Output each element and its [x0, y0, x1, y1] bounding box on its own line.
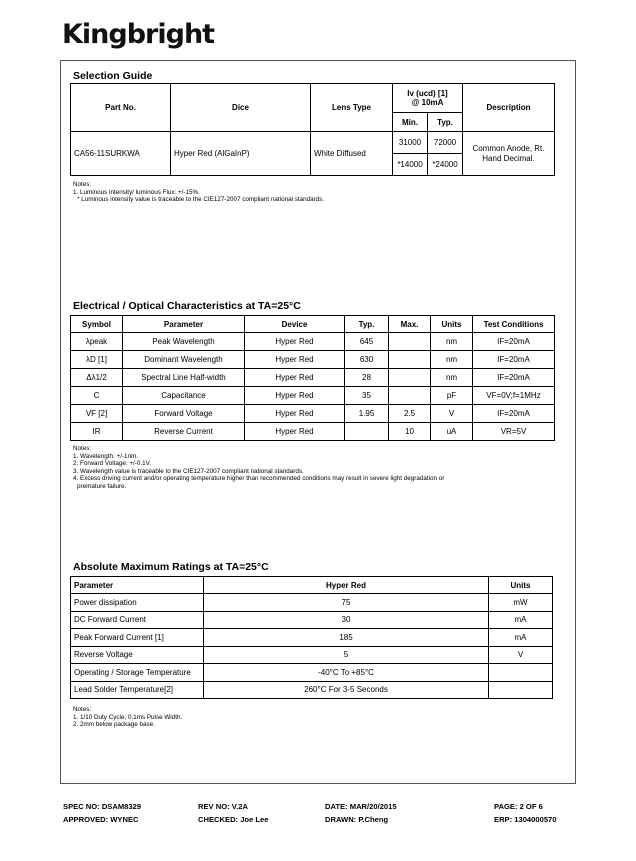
cell-units: mW: [489, 594, 553, 612]
cell-symbol: VF [2]: [71, 405, 123, 423]
cell-units: [489, 664, 553, 682]
note-line: 3. Wavelength value is traceable to the CIE127-2007 compliant national standards.: [73, 467, 304, 475]
cell-symbol: IR: [71, 423, 123, 441]
brand-logo: Kingbright: [62, 19, 215, 50]
note-line: 4. Excess driving current and/or operating temperature higher than recommended conditions may result in severe light degradation or: [73, 475, 445, 483]
checked-by: CHECKED: Joe Lee: [198, 815, 269, 824]
electrical-notes: [73, 445, 444, 491]
cell-max: 10: [389, 423, 431, 441]
selection-guide-notes: [73, 181, 324, 204]
cell-symbol: λD [1]: [71, 351, 123, 369]
cell-device: Hyper Red: [245, 333, 345, 351]
header-iv: [393, 84, 463, 113]
approved-by: APPROVED: WYNEC: [63, 815, 139, 824]
absolute-table: [70, 576, 553, 699]
cell-max: [389, 387, 431, 405]
cell-description-line1: Common Anode, Rt.: [472, 143, 545, 153]
cell-parameter: Peak Wavelength: [123, 333, 245, 351]
cell-units: pF: [431, 387, 473, 405]
cell-typ: 645: [345, 333, 389, 351]
selection-guide-table: [70, 83, 555, 176]
header-parameter: Parameter: [123, 316, 245, 333]
cell-units: [489, 681, 553, 699]
cell-max: 2.5: [389, 405, 431, 423]
cell-device: Hyper Red: [245, 405, 345, 423]
cell-parameter: Operating / Storage Temperature: [71, 664, 204, 682]
cell-device: Hyper Red: [245, 387, 345, 405]
cell-typ-2: *24000: [428, 154, 463, 176]
note-line: 1. Wavelength: +/-1nm.: [73, 452, 139, 460]
header-iv-line2: @ 10mA: [411, 98, 444, 107]
cell-parameter: Dominant Wavelength: [123, 351, 245, 369]
cell-device: Hyper Red: [245, 351, 345, 369]
header-dice: Dice: [171, 84, 311, 132]
header-min: Min.: [393, 113, 428, 132]
table-row: [71, 646, 553, 664]
cell-typ: [345, 423, 389, 441]
cell-max: [389, 369, 431, 387]
note-line: Notes:: [73, 181, 92, 188]
cell-max: [389, 333, 431, 351]
cell-test: IF=20mA: [473, 351, 555, 369]
header-lens-type: Lens Type: [311, 84, 393, 132]
cell-value: 260°C For 3-5 Seconds: [204, 681, 489, 699]
note-line: * Luminous intensity value is traceable to the CIE127-2007 compliant national standards.: [77, 196, 325, 204]
cell-units: mA: [489, 611, 553, 629]
header-description: Description: [463, 84, 555, 132]
cell-units: uA: [431, 423, 473, 441]
spec-no: SPEC NO: DSAM8329: [63, 802, 142, 811]
table-row: [71, 611, 553, 629]
cell-typ: 630: [345, 351, 389, 369]
cell-device: Hyper Red: [245, 423, 345, 441]
cell-parameter: Peak Forward Current [1]: [71, 629, 204, 647]
cell-max: [389, 351, 431, 369]
cell-parameter: Power dissipation: [71, 594, 204, 612]
cell-parameter: Capacitance: [123, 387, 245, 405]
cell-parameter: Spectral Line Half-width: [123, 369, 245, 387]
cell-symbol: λpeak: [71, 333, 123, 351]
absolute-title: Absolute Maximum Ratings at TA=25°C: [73, 561, 269, 573]
erp-no: ERP: 1304000570: [494, 815, 557, 824]
header-units: Units: [431, 316, 473, 333]
table-row: [71, 387, 555, 405]
cell-parameter: Reverse Current: [123, 423, 245, 441]
cell-typ: 1.95: [345, 405, 389, 423]
cell-units: mA: [489, 629, 553, 647]
note-line: Notes:: [73, 706, 92, 713]
header-symbol: Symbol: [71, 316, 123, 333]
cell-parameter: Forward Voltage: [123, 405, 245, 423]
header-hyper-red: Hyper Red: [204, 577, 489, 594]
note-line: Notes:: [73, 445, 92, 452]
cell-description-line2: Hand Decimal.: [482, 153, 535, 163]
cell-typ-1: 72000: [428, 132, 463, 154]
header-typ: Typ.: [345, 316, 389, 333]
cell-min-1: 31000: [393, 132, 428, 154]
cell-symbol: Δλ1/2: [71, 369, 123, 387]
header-typ: Typ.: [428, 113, 463, 132]
cell-lens-type: White Diffused: [311, 132, 393, 176]
drawn-by: DRAWN: P.Cheng: [325, 815, 389, 824]
note-line: premature failure.: [77, 482, 127, 490]
cell-description: [463, 132, 555, 176]
cell-test: IF=20mA: [473, 405, 555, 423]
cell-value: -40°C To +85°C: [204, 664, 489, 682]
document-footer: [63, 802, 573, 828]
cell-device: Hyper Red: [245, 369, 345, 387]
rev-no: REV NO: V.2A: [198, 802, 248, 811]
cell-units: V: [489, 646, 553, 664]
note-line: 2. 2mm below package base.: [73, 721, 155, 729]
header-max: Max.: [389, 316, 431, 333]
table-row: [71, 664, 553, 682]
electrical-title: Electrical / Optical Characteristics at TA=25°C: [73, 300, 301, 312]
header-parameter: Parameter: [71, 577, 204, 594]
date: DATE: MAR/20/2015: [325, 802, 397, 811]
table-row: [71, 423, 555, 441]
absolute-notes: [73, 706, 182, 729]
cell-min-2: *14000: [393, 154, 428, 176]
note-line: 1. Luminous intensity/ luminous Flux: +/-15%.: [73, 188, 200, 196]
cell-dice: Hyper Red (AlGaInP): [171, 132, 311, 176]
table-row: [71, 405, 555, 423]
cell-test: IF=20mA: [473, 333, 555, 351]
cell-units: nm: [431, 351, 473, 369]
cell-parameter: Lead Solder Temperature[2]: [71, 681, 204, 699]
page-number: PAGE: 2 OF 6: [494, 802, 543, 811]
header-test-conditions: Test Conditions: [473, 316, 555, 333]
header-units: Units: [489, 577, 553, 594]
cell-test: VF=0V;f=1MHz: [473, 387, 555, 405]
cell-units: V: [431, 405, 473, 423]
cell-value: 30: [204, 611, 489, 629]
table-row: [71, 594, 553, 612]
cell-value: 185: [204, 629, 489, 647]
cell-units: nm: [431, 333, 473, 351]
table-row: [71, 681, 553, 699]
cell-part-no: CA56-11SURKWA: [71, 132, 171, 176]
header-iv-line1: Iv (ucd) [1]: [407, 89, 448, 98]
header-device: Device: [245, 316, 345, 333]
cell-value: 75: [204, 594, 489, 612]
table-row: [71, 369, 555, 387]
cell-typ: 28: [345, 369, 389, 387]
table-row: [71, 333, 555, 351]
selection-guide-title: Selection Guide: [73, 70, 153, 82]
cell-parameter: DC Forward Current: [71, 611, 204, 629]
note-line: 1. 1/10 Duty Cycle, 0.1ms Pulse Width.: [73, 713, 183, 721]
cell-test: VR=5V: [473, 423, 555, 441]
cell-parameter: Reverse Voltage: [71, 646, 204, 664]
table-row: [71, 351, 555, 369]
note-line: 2. Forward Voltage: +/-0.1V.: [73, 460, 152, 468]
cell-test: IF=20mA: [473, 369, 555, 387]
cell-units: nm: [431, 369, 473, 387]
cell-typ: 35: [345, 387, 389, 405]
table-row: [71, 629, 553, 647]
header-part-no: Part No.: [71, 84, 171, 132]
electrical-table: [70, 315, 555, 441]
cell-symbol: C: [71, 387, 123, 405]
cell-value: 5: [204, 646, 489, 664]
